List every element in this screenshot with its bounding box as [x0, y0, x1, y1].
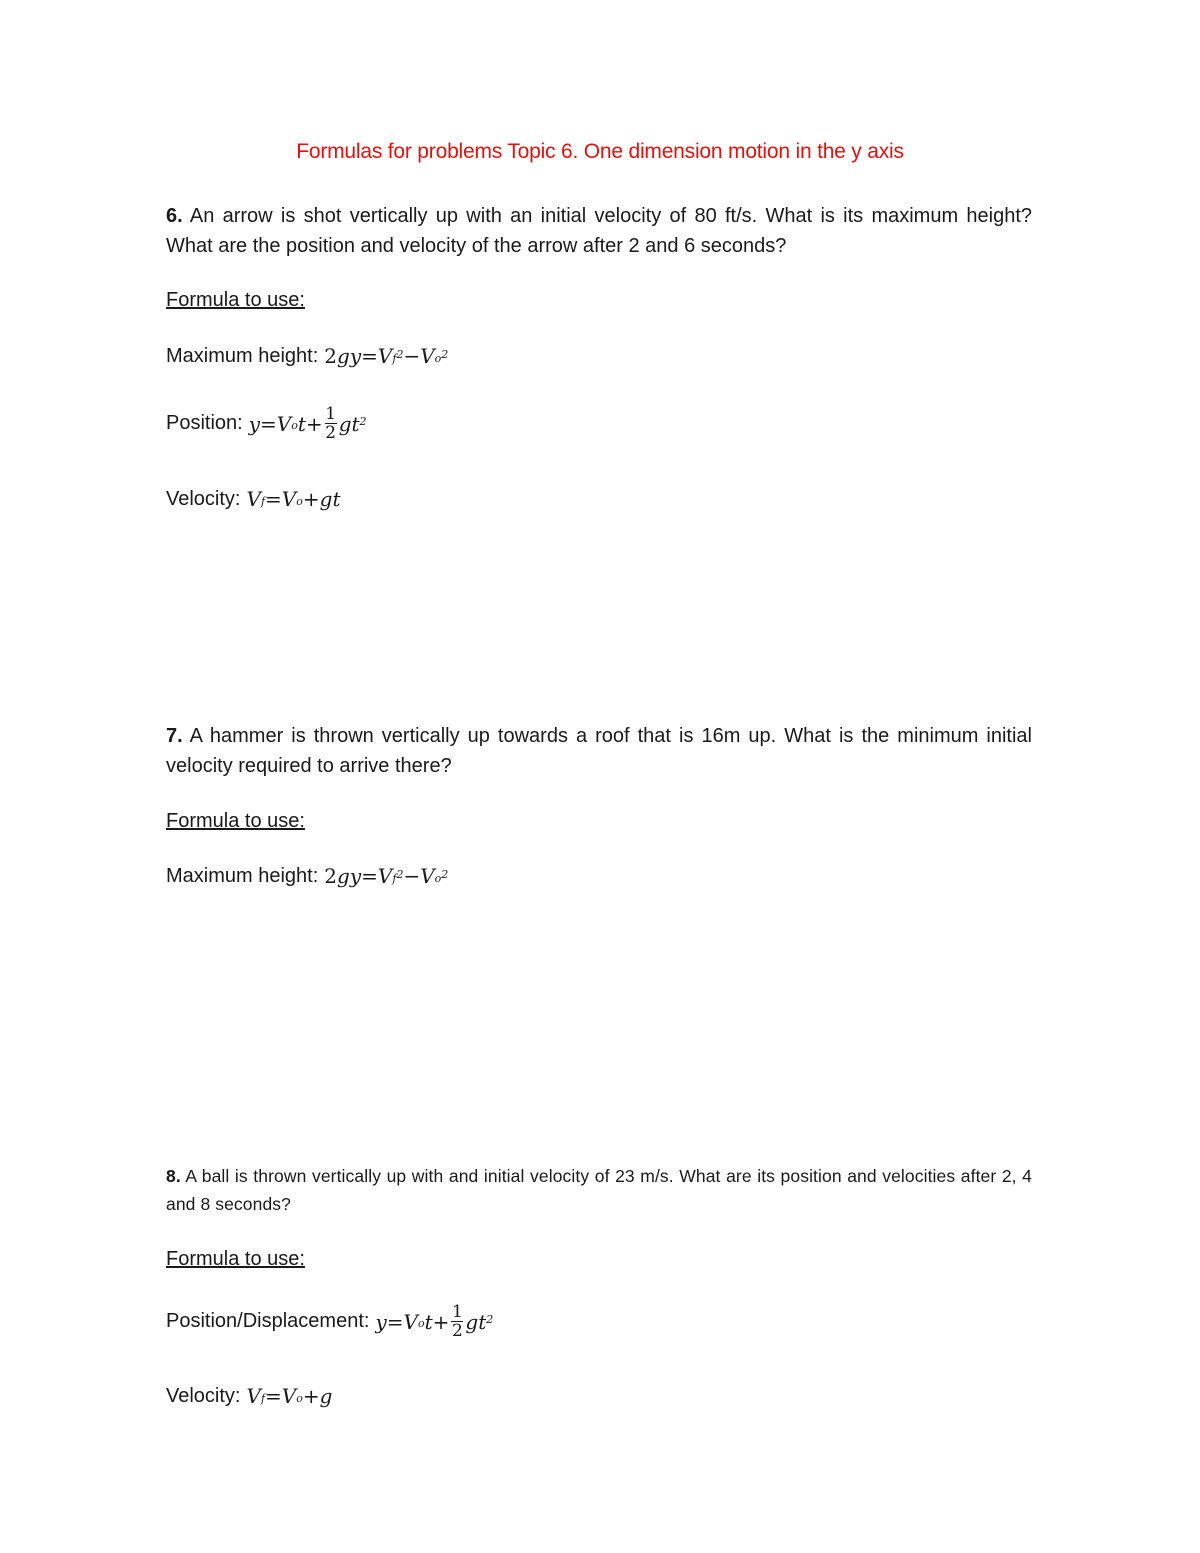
position-equation: y = V $_o$ t + $\frac{1}{2}$ g t $^2$ — [375, 1302, 494, 1341]
problem-number: 7. — [166, 725, 183, 747]
formula-label-text: Velocity: — [166, 487, 241, 510]
problem-text: An arrow is shot vertically up with an initial velocity of 80 ft/s. What is its maximum height? What are the position and velocity of the arrow after 2 and 6 seconds? — [166, 205, 1033, 257]
fraction-one-half: $\frac{1}{2}$ — [325, 404, 337, 443]
formula-label-text: Maximum height: — [166, 864, 319, 887]
problem-7-statement — [166, 721, 1032, 781]
formula-label: Formula to use: — [166, 1248, 305, 1270]
problem-number: 8. — [166, 1166, 181, 1186]
problem-8-statement — [166, 1162, 1032, 1218]
formula-label-text: Position: — [166, 412, 243, 434]
position-equation: y = V $_o$ t + $\frac{1}{2}$ g t $^2$ — [248, 404, 367, 443]
velocity-equation: V $_f$ = V $_o$ + g t — [246, 487, 341, 511]
document-title: Formulas for problems Topic 6. One dimension motion in the y axis — [296, 140, 904, 163]
formula-label-text: Velocity: — [166, 1384, 241, 1407]
formula-max-height — [166, 344, 448, 368]
formula-label-text: Position/Displacement: — [166, 1310, 370, 1332]
problem-text: A ball is thrown vertically up with and initial velocity of 23 m/s. What are its position and velocities after 2, 4 and 8 seconds? — [166, 1166, 1033, 1214]
formula-position — [166, 405, 367, 442]
problem-number: 6. — [166, 205, 183, 227]
formula-max-height — [166, 864, 448, 888]
formula-position — [166, 1303, 493, 1340]
problem-text: A hammer is thrown vertically up towards a roof that is 16m up. What is the minimum initial velocity required to arrive there? — [166, 725, 1032, 777]
problem-6-statement — [166, 201, 1032, 261]
max-height-equation: 2 g y = V $_f$ $^2$ − V $_o$ $^2$ — [324, 864, 449, 888]
formula-label-text: Maximum height: — [166, 344, 319, 367]
formula-label: Formula to use: — [166, 289, 305, 311]
velocity-equation: V $_f$ = V $_o$ + g — [246, 1384, 333, 1408]
fraction-one-half: $\frac{1}{2}$ — [451, 1302, 463, 1341]
formula-velocity — [166, 1384, 332, 1408]
max-height-equation: 2 g y = V $_f$ $^2$ − V $_o$ $^2$ — [324, 344, 449, 368]
formula-label: Formula to use: — [166, 810, 305, 832]
formula-velocity — [166, 487, 340, 511]
